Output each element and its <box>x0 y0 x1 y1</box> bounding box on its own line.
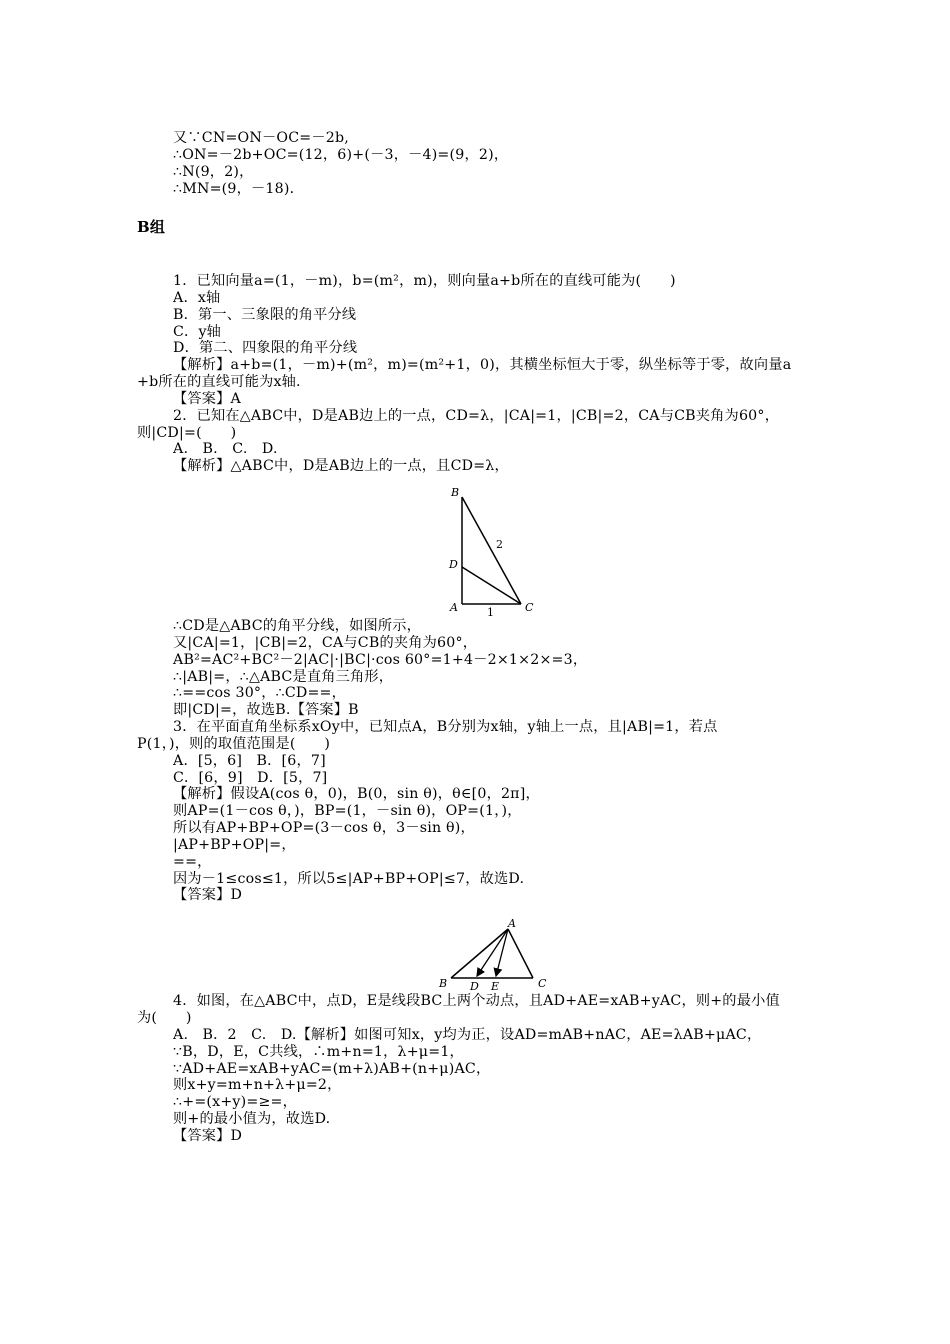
text-line: 【解析】假设A(cos θ，0)，B(0，sin θ)，θ∈[0，2π]， <box>173 786 540 802</box>
label-a: A <box>508 917 516 930</box>
text-line: 又∵CN=ON－OC=－2b, <box>173 130 349 146</box>
label-d: D <box>470 980 479 993</box>
section-heading: B组 <box>137 218 166 236</box>
label-b: B <box>439 977 448 990</box>
text-line: 所以有AP+BP+OP=(3－cos θ，3－sin θ)， <box>173 820 475 836</box>
side-bc <box>462 497 521 604</box>
text-line: A．x轴 <box>173 290 221 306</box>
segment-dc <box>462 567 521 604</box>
side-ac <box>508 929 533 978</box>
label-e: E <box>491 980 500 993</box>
text-line: 【答案】D <box>173 1128 243 1144</box>
label-c: C <box>538 977 547 990</box>
text-line: A．[5，6] B．[6，7] <box>173 753 326 769</box>
label-d: D <box>449 558 458 571</box>
text-line: 为( ) <box>137 1010 192 1026</box>
text-line: ∴ON=－2b+OC=(12，6)+(－3，－4)=(9，2)， <box>173 147 509 163</box>
vector-triangle-figure <box>430 912 560 992</box>
text-line: 2．已知在△ABC中，D是AB边上的一点，CD=λ，|CA|=1，|CB|=2，CA与CB夹角为60°， <box>173 408 780 424</box>
text-line: P(1，)，则的取值范围是( ) <box>137 736 331 752</box>
vector-ae <box>496 929 508 976</box>
label-1: 1 <box>487 606 494 619</box>
text-line: 3．在平面直角坐标系xOy中，已知点A，B分别为x轴，y轴上一点，且|AB|=1，若点 <box>173 719 718 735</box>
text-line: ∴==cos 30°，∴CD==， <box>173 685 347 701</box>
label-2: 2 <box>496 538 503 551</box>
text-line: ∴CD是△ABC的角平分线，如图所示， <box>173 618 422 634</box>
text-line: C．[6，9] D．[5，7] <box>173 770 328 786</box>
text-line: A. B. C. D. <box>173 441 278 457</box>
triangle-figure <box>440 480 540 620</box>
text-line: 【解析】a+b=(1，－m)+(m²，m)=(m²+1，0)，其横坐标恒大于零，纵坐标等于零，故向量a <box>173 357 792 373</box>
label-b: B <box>451 486 460 499</box>
text-line: 则AP=(1－cos θ，)，BP=(1，－sin θ)，OP=(1，)， <box>173 803 522 819</box>
label-a: A <box>450 601 458 614</box>
text-line: 因为－1≤cos≤1，所以5≤|AP+BP+OP|≤7，故选D. <box>173 871 525 887</box>
text-line: ∴+=(x+y)=≥=， <box>173 1094 298 1110</box>
text-line: ∵B，D，E，C共线，∴m+n=1，λ+μ=1， <box>173 1044 464 1060</box>
text-line: C．y轴 <box>173 324 222 340</box>
text-line: 1．已知向量a=(1，－m)，b=(m²，m)，则向量a+b所在的直线可能为( ) <box>173 273 676 289</box>
text-line: B．第一、三象限的角平分线 <box>173 307 357 323</box>
text-line: ∴N(9，2)， <box>173 164 254 180</box>
text-line: ==， <box>173 854 212 870</box>
text-line: 【答案】D <box>173 887 243 903</box>
text-line: +b所在的直线可能为x轴. <box>137 374 301 390</box>
text-line: 即|CD|=，故选B.【答案】B <box>173 702 359 718</box>
text-line: 【答案】A <box>173 391 241 407</box>
text-line: ∴|AB|=，∴△ABC是直角三角形， <box>173 669 394 685</box>
text-line: |AP+BP+OP|=， <box>173 837 296 853</box>
text-line: ∵AD+AE=xAB+yAC=(m+λ)AB+(n+μ)AC， <box>173 1061 491 1077</box>
text-line: 则|CD|=( ) <box>137 425 237 441</box>
text-line: 则+的最小值为，故选D. <box>173 1111 331 1127</box>
text-line: 则x+y=m+n+λ+μ=2， <box>173 1077 342 1093</box>
text-line: 4．如图，在△ABC中，点D，E是线段BC上两个动点，且AD+AE=xAB+yAC，则+的最小值 <box>173 993 780 1009</box>
text-line: 又|CA|=1，|CB|=2，CA与CB的夹角为60°， <box>173 635 478 651</box>
label-c: C <box>525 601 534 614</box>
text-line: AB²=AC²+BC²－2|AC|·|BC|·cos 60°=1+4－2×1×2×=3， <box>173 652 588 668</box>
side-ab <box>451 929 508 978</box>
text-line: A. B．2 C. D.【解析】如图可知x，y均为正，设AD=mAB+nAC，AE=λAB+μAC， <box>173 1027 762 1043</box>
text-line: D．第二、四象限的角平分线 <box>173 340 358 356</box>
text-line: ∴MN=(9，－18)． <box>173 181 304 197</box>
text-line: 【解析】△ABC中，D是AB边上的一点，且CD=λ， <box>173 458 509 474</box>
